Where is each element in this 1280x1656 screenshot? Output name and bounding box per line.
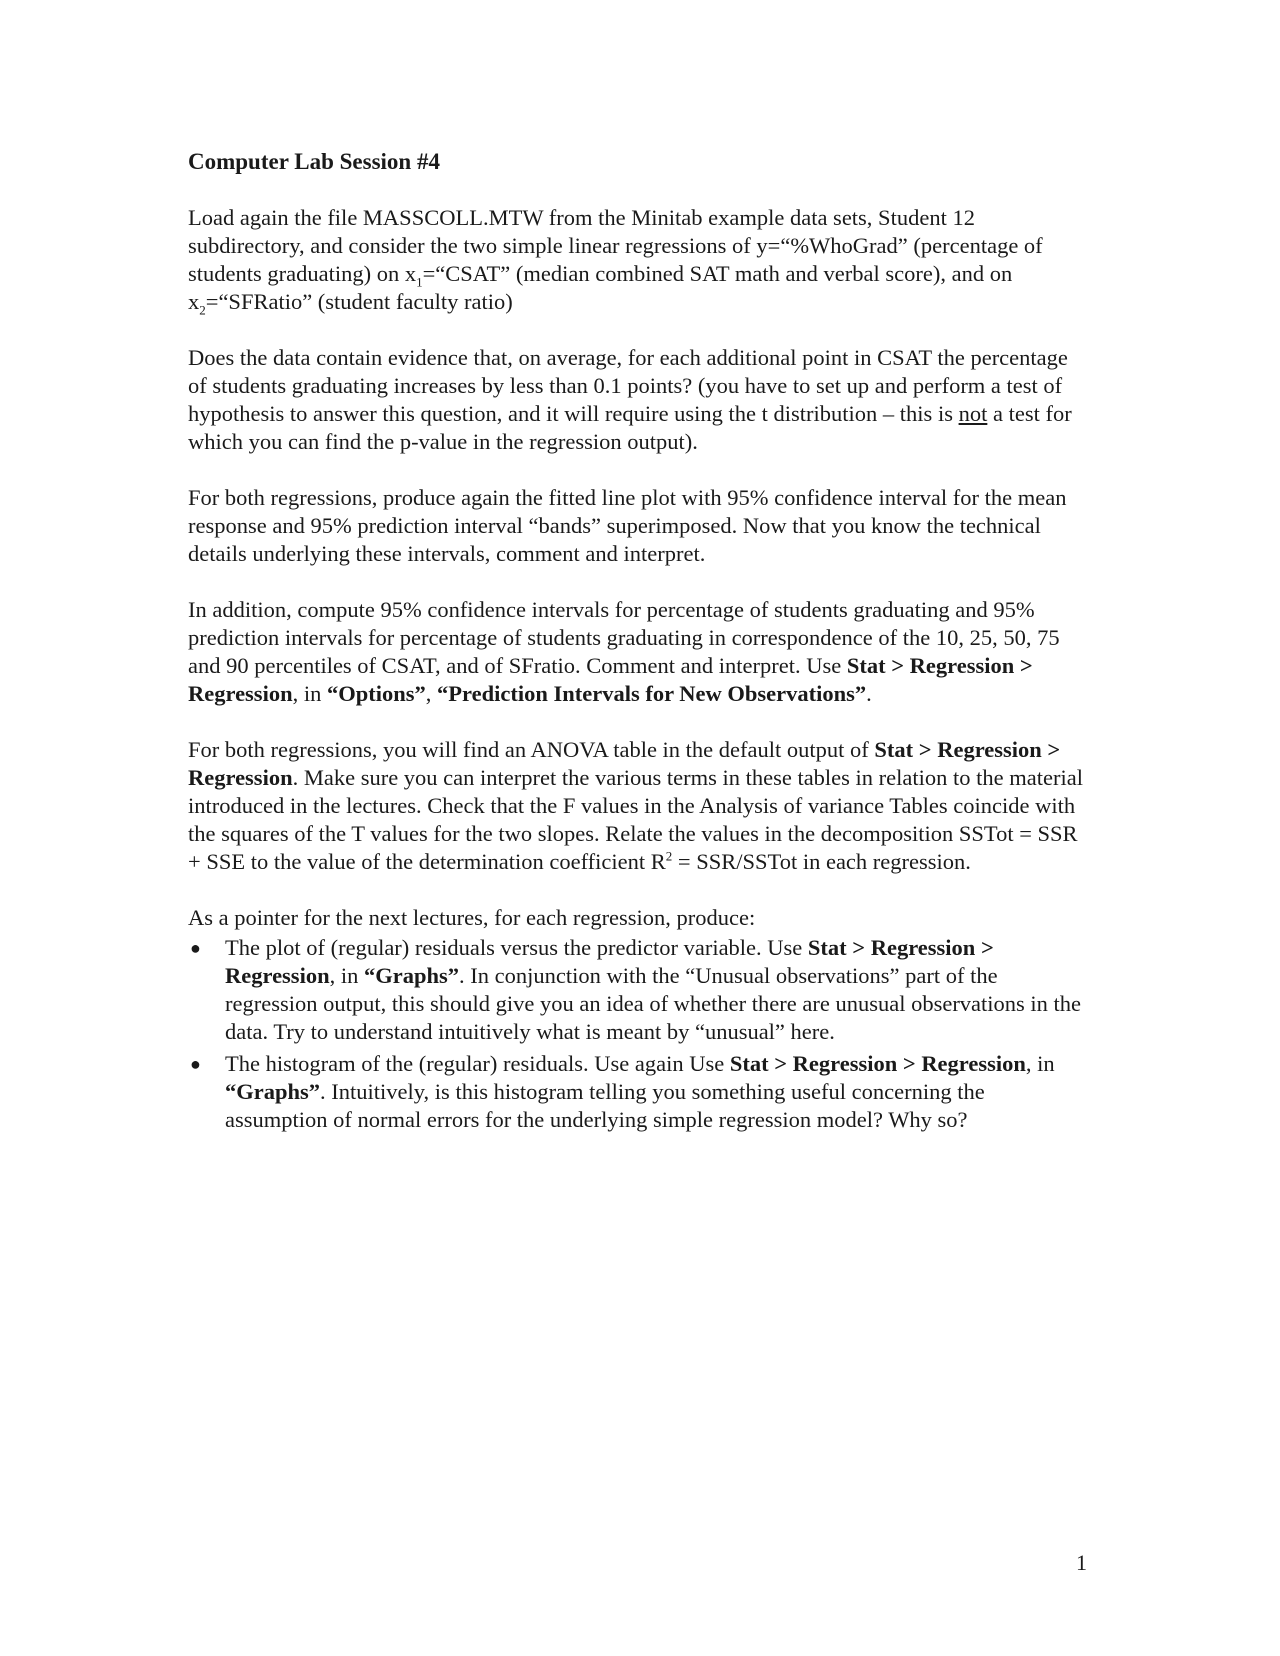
list-item: ● The plot of (regular) residuals versus the predictor variable. Use Stat > Regression > Regression, in “Graphs”. In conjunction with the “Unusual observations” part of the regression output, this should give you an idea of whether there are unusual observations in the data. Try to understand intuitively what is meant by “unusual” here. (190, 935, 1082, 1044)
document-title: Computer Lab Session #4 (188, 149, 440, 174)
paragraph-confidence-intervals: In addition, compute 95% confidence intervals for percentage of students graduating and 95% prediction intervals for percentage of students graduating in correspondence of the 10, 25, 50, 75 and 90 percentiles of CSAT, and of SFratio. Comment and interpret. Use Stat > Regression > Regression, in “Options”, “Prediction Intervals for New Observations”. (188, 597, 1060, 706)
document-body (188, 148, 1088, 1138)
paragraph-hypothesis-test: Does the data contain evidence that, on average, for each additional point in CSAT the percentage of students graduating increases by less than 0.1 points? (you have to set up and perform a test of hypothesis to answer this question, and it will require using the t distribution – this is not a test for which you can find the p-value in the regression output). (188, 345, 1072, 454)
paragraph-pointer: As a pointer for the next lectures, for each regression, produce: (188, 905, 756, 930)
paragraph-load-data: Load again the file MASSCOLL.MTW from the Minitab example data sets, Student 12 subdirectory, and consider the two simple linear regressions of y=“%WhoGrad” (percentage of students graduating) on $x_1=“CSAT$” (median combined SAT math and verbal score), and on $x_2=“SFRatio$” (student faculty ratio) (188, 205, 1043, 318)
bullet-list (188, 934, 1088, 1134)
paragraph-fitted-line-plot: For both regressions, produce again the fitted line plot with 95% confidence interval for the mean response and 95% prediction interval “bands” superimposed. Now that you know the technical details underlying these intervals, comment and interpret. (188, 485, 1067, 566)
bullet-icon: ● (190, 938, 201, 958)
bullet-icon: ● (190, 1054, 201, 1074)
list-item: ● The histogram of the (regular) residuals. Use again Use Stat > Regression > Regression, in “Graphs”. Intuitively, is this histogram telling you something useful concerning the assumption of normal errors for the underlying simple regression model? Why so? (190, 1051, 1055, 1132)
page-number: 1 (1076, 1550, 1087, 1575)
paragraph-anova: For both regressions, you will find an ANOVA table in the default output of Stat > Regression > Regression. Make sure you can interpret the various terms in these tables in relation to the material introduced in the lectures. Check that the F values in the Analysis of variance Tables coincide with the squares of the T values for the two slopes. Relate the values in the decomposition SSTot = SSR + SSE to the value of the determination coefficient $R^2$ = SSR/SSTot in each regression. (188, 737, 1083, 874)
